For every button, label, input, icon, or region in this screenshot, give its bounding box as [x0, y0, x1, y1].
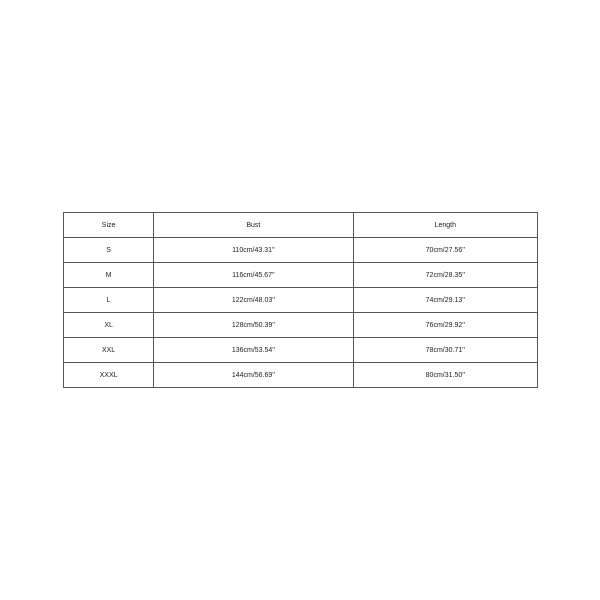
bust-cell: 116cm/45.67'' — [154, 263, 353, 288]
size-cell: M — [64, 263, 154, 288]
bust-cell: 136cm/53.54'' — [154, 338, 353, 363]
size-cell: XL — [64, 313, 154, 338]
table-body — [64, 238, 538, 388]
table-row — [64, 313, 538, 338]
size-cell: S — [64, 238, 154, 263]
size-cell: L — [64, 288, 154, 313]
table-row — [64, 363, 538, 388]
size-chart-table — [63, 212, 538, 388]
table-row — [64, 238, 538, 263]
size-cell: XXL — [64, 338, 154, 363]
header-length: Length — [353, 213, 537, 238]
length-cell: 72cm/28.35'' — [353, 263, 537, 288]
table-row — [64, 338, 538, 363]
header-row — [64, 213, 538, 238]
bust-cell: 128cm/50.39'' — [154, 313, 353, 338]
length-cell: 76cm/29.92'' — [353, 313, 537, 338]
bust-cell: 144cm/56.69'' — [154, 363, 353, 388]
length-cell: 80cm/31.50'' — [353, 363, 537, 388]
table-row — [64, 288, 538, 313]
table-row — [64, 263, 538, 288]
header-size: Size — [64, 213, 154, 238]
length-cell: 74cm/29.13'' — [353, 288, 537, 313]
header-bust: Bust — [154, 213, 353, 238]
bust-cell: 110cm/43.31'' — [154, 238, 353, 263]
size-cell: XXXL — [64, 363, 154, 388]
length-cell: 70cm/27.56'' — [353, 238, 537, 263]
table-header — [64, 213, 538, 238]
bust-cell: 122cm/48.03'' — [154, 288, 353, 313]
length-cell: 78cm/30.71'' — [353, 338, 537, 363]
